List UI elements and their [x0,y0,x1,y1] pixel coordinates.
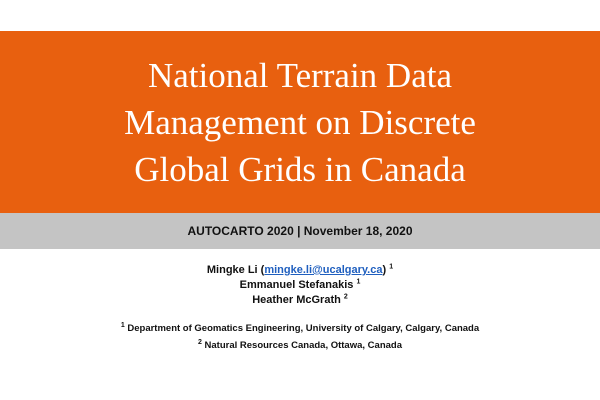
author-3-name: Heather McGrath [252,294,341,306]
event-banner [0,213,600,249]
author-2-affiliation-marker: 1 [356,278,361,286]
author-list [0,263,600,308]
author-2-name: Emmanuel Stefanakis [239,279,354,291]
event-info: AUTOCARTO 2020 | November 18, 2020 [187,224,413,238]
affiliation-2 [0,337,600,354]
author-1 [0,263,600,278]
affiliation-1-marker: 1 [120,321,125,329]
author-3 [0,293,600,308]
affiliation-2-text: Natural Resources Canada, Ottawa, Canada [204,340,402,351]
title-line-1: National Terrain Data [148,55,452,95]
author-1-name-prefix: Mingke Li ( [206,264,265,276]
affiliation-2-marker: 2 [197,338,202,346]
title-line-2: Management on Discrete [124,102,476,142]
title-banner [0,31,600,213]
author-1-affiliation-marker: 1 [389,263,394,271]
affiliation-1 [0,320,600,337]
title-line-3: Global Grids in Canada [134,149,466,189]
affiliation-1-text: Department of Geomatics Engineering, University of Calgary, Calgary, Canada [127,323,480,334]
author-2 [0,278,600,293]
author-1-name-suffix: ) [382,264,387,276]
author-3-affiliation-marker: 2 [343,293,348,301]
affiliation-list [0,320,600,354]
author-email-link[interactable]: mingke.li@ucalgary.ca [264,264,383,276]
